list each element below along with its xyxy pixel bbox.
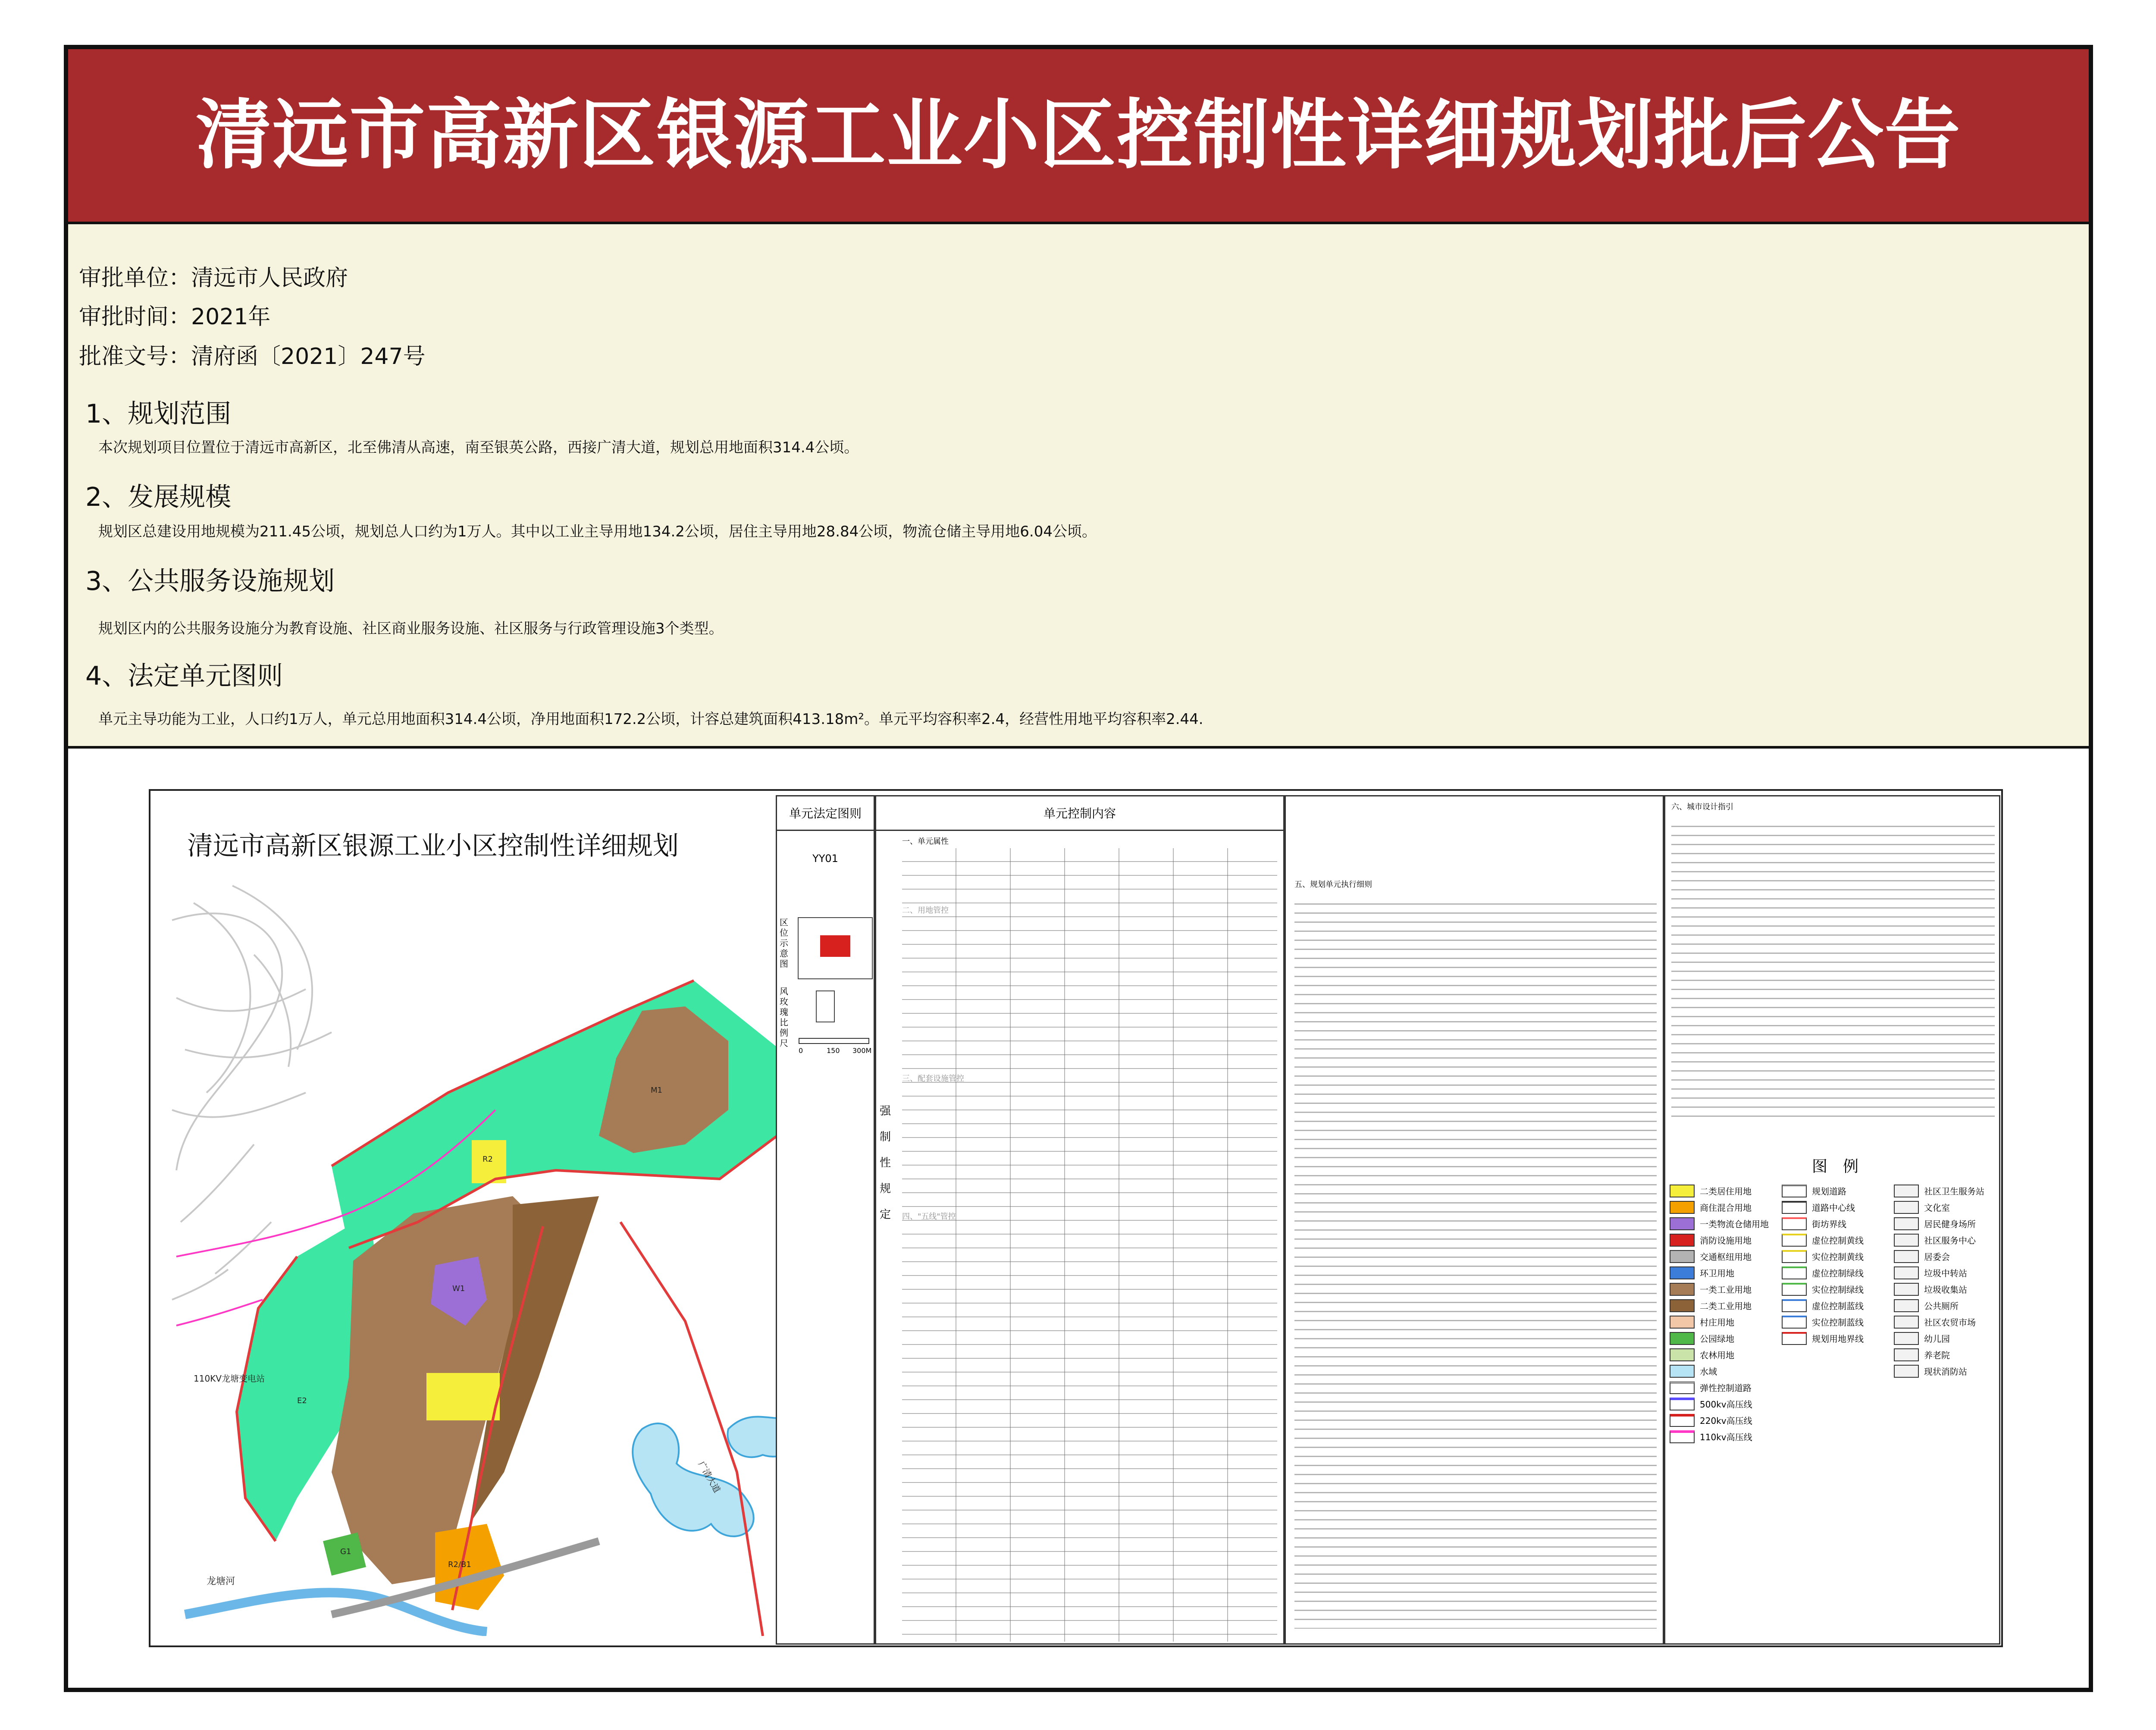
legend-item-line-swatch [1670,1414,1695,1427]
legend-item-facility-label: 现状消防站 [1924,1366,1967,1377]
legend-item-facility-swatch [1894,1348,1919,1361]
legend-item-control-line-label: 规划道路 [1812,1186,1846,1197]
legend-facilities [1894,1185,2002,1573]
legend-item-control-line-label: 实位控制绿线 [1812,1285,1864,1295]
legend-item-facility-swatch [1894,1299,1919,1312]
legend-item-control-line-swatch [1782,1201,1807,1214]
location-diagram [798,917,873,979]
legend-item-line-label: 弹性控制道路 [1700,1383,1752,1393]
section-text-scale: 规划区总建设用地规模为211.45公顷，规划总人口约为1万人。其中以工业主导用地134.2公顷，居住主导用地28.84公顷，物流仓储主导用地6.04公顷。 [98,523,1097,540]
notes-section-design: 六、城市设计指引 [1671,802,1733,812]
design-text-block [1671,818,1995,1120]
legend-control-lines [1782,1185,1890,1573]
map-label-r2b1: R2/B1 [448,1560,471,1569]
residential-parcel-mid [426,1373,500,1420]
legend-item-facility-label: 垃圾中转站 [1924,1268,1967,1279]
legend-item-landuse-label: 水域 [1700,1366,1717,1377]
legend-title: 图 例 [1812,1158,1859,1175]
legend-item-facility-label: 社区服务中心 [1924,1235,1976,1246]
section-heading-scale: 2、发展规模 [85,482,232,512]
unit-map-column [776,795,875,1645]
scale-bar [799,1038,869,1044]
map-label-substation: 110KV龙塘变电站 [194,1373,265,1384]
legend-item-landuse-label: 村庄用地 [1700,1317,1734,1328]
legend-item-landuse-swatch [1670,1266,1695,1279]
legend-item-facility-label: 居民健身场所 [1924,1219,1976,1229]
legend-item-landuse-label: 一类工业用地 [1700,1285,1752,1295]
legend-item-facility-swatch [1894,1365,1919,1378]
legend-item-line-label: 220kv高压线 [1700,1416,1752,1426]
legend-item-facility-swatch [1894,1316,1919,1329]
legend-item-facility-swatch [1894,1283,1919,1296]
legend-item-landuse-swatch [1670,1185,1695,1197]
legend-item-control-line-swatch [1782,1234,1807,1247]
legend-item-control-line-swatch [1782,1332,1807,1345]
legend-item-line-swatch [1670,1398,1695,1410]
legend-item-facility-label: 幼儿园 [1924,1334,1950,1344]
legend-item-landuse-swatch [1670,1250,1695,1263]
legend-item-facility-swatch [1894,1201,1919,1214]
section-heading-facilities: 3、公共服务设施规划 [85,566,335,596]
notice-info-panel [68,222,2089,749]
section-text-unit-plan: 单元主导功能为工业，人口约1万人，单元总用地面积314.4公顷，净用地面积172.2公顷，计容总建筑面积413.18m²。单元平均容积率2.4，经营性用地平均容积率2.44. [98,711,1203,728]
legend-item-landuse-swatch [1670,1332,1695,1345]
legend-item-landuse-swatch [1670,1283,1695,1296]
legend-item-control-line-swatch [1782,1217,1807,1230]
legend-item-landuse-label: 二类居住用地 [1700,1186,1752,1197]
legend-item-control-line-swatch [1782,1185,1807,1197]
legend-item-control-line-swatch [1782,1266,1807,1279]
mandatory-label: 强制性规定 [880,1105,891,1221]
legend-item-facility-swatch [1894,1250,1919,1263]
notes-column [1285,795,1664,1645]
title-banner [68,49,2089,222]
control-content-column [875,795,1285,1645]
plan-board [149,789,2003,1647]
legend-item-line-label: 110kv高压线 [1700,1432,1752,1442]
legend-item-facility-swatch [1894,1234,1919,1247]
legend-item-landuse-swatch [1670,1365,1695,1378]
map-label-river: 龙塘河 [207,1576,235,1587]
notes-section-rules: 五、规划单元执行细则 [1294,880,1372,889]
legend-item-facility-swatch [1894,1266,1919,1279]
legend-item-landuse-swatch [1670,1201,1695,1214]
scale-label-0: 0 [799,1047,803,1055]
legend-item-facility-label: 居委会 [1924,1252,1950,1262]
legend-item-facility-label: 养老院 [1924,1350,1950,1360]
legend-item-landuse-label: 商住混合用地 [1700,1203,1752,1213]
legend-item-facility-label: 社区卫生服务站 [1924,1186,1984,1197]
legend-item-control-line-swatch [1782,1283,1807,1296]
legend-item-control-line-label: 虚位控制蓝线 [1812,1301,1864,1311]
legend-item-control-line-label: 实位控制黄线 [1812,1252,1864,1262]
map-label-guangqing-avenue: 广清大道 [696,1459,723,1495]
scale-label-150: 150 [827,1047,840,1055]
table-section-unit-attributes: 一、单元属性 [902,837,949,846]
wind-rose-label: 风玫瑰比例尺 [780,986,788,1048]
control-content-header: 单元控制内容 [876,796,1283,831]
page-title: 清远市高新区银源工业小区控制性详细规划批后公告 [195,91,1961,179]
legend-item-control-line-label: 虚位控制绿线 [1812,1268,1864,1279]
design-legend-column [1664,795,2000,1645]
legend-item-landuse-label: 一类物流仓储用地 [1700,1219,1769,1229]
location-marker [820,935,850,957]
legend-item-control-line-label: 虚位控制黄线 [1812,1235,1864,1246]
legend-item-landuse-label: 二类工业用地 [1700,1301,1752,1311]
wind-rose-icon [816,990,835,1022]
legend-item-line-label: 500kv高压线 [1700,1399,1752,1410]
legend-item-facility-label: 公共厕所 [1924,1301,1959,1311]
legend-item-landuse-swatch [1670,1299,1695,1312]
board-title: 清远市高新区银源工业小区控制性详细规划 [187,831,679,861]
legend-item-facility-swatch [1894,1185,1919,1197]
legend-land-use [1670,1185,1777,1573]
section-heading-unit-plan: 4、法定单元图则 [85,661,283,691]
legend-item-landuse-swatch [1670,1348,1695,1361]
legend-item-facility-swatch [1894,1217,1919,1230]
map-label-w1: W1 [452,1284,465,1293]
legend-item-landuse-label: 交通枢纽用地 [1700,1252,1752,1262]
scale-label-300: 300M [852,1047,872,1055]
section-text-facilities: 规划区内的公共服务设施分为教育设施、社区商业服务设施、社区服务与行政管理设施3个类型。 [98,620,724,637]
legend-item-control-line-label: 道路中心线 [1812,1203,1855,1213]
legend-item-control-line-label: 规划用地界线 [1812,1334,1864,1344]
legend-item-line-swatch [1670,1430,1695,1443]
legend-item-facility-label: 文化室 [1924,1203,1950,1213]
section-heading-scope: 1、规划范围 [85,399,232,429]
legend-item-facility-swatch [1894,1332,1919,1345]
legend-item-landuse-label: 环卫用地 [1700,1268,1734,1279]
legend-item-landuse-label: 农林用地 [1700,1350,1734,1360]
approval-doc-number: 批准文号：清府函〔2021〕247号 [79,344,426,370]
map-label-e2: E2 [297,1396,307,1405]
legend-item-control-line-label: 街坊界线 [1812,1219,1846,1229]
legend-item-control-line-label: 实位控制蓝线 [1812,1317,1864,1328]
legend-item-landuse-swatch [1670,1217,1695,1230]
location-diagram-label: 区位示意图 [780,917,788,969]
legend-item-control-line-swatch [1782,1250,1807,1263]
legend-item-facility-label: 垃圾收集站 [1924,1285,1967,1295]
map-label-g1: G1 [340,1547,351,1556]
control-table-columns [902,848,1277,1642]
map-label-r2: R2 [483,1155,493,1164]
legend-item-landuse-label: 公园绿地 [1700,1334,1734,1344]
approval-unit: 审批单位：清远市人民政府 [79,265,348,291]
legend-item-landuse-swatch [1670,1234,1695,1247]
legend-item-line-swatch [1670,1381,1695,1394]
legend-item-facility-label: 社区农贸市场 [1924,1317,1976,1328]
notes-text-block [1294,896,1657,1629]
unit-map-header: 单元法定图则 [777,796,874,831]
legend-item-landuse-swatch [1670,1316,1695,1329]
legend-item-control-line-swatch [1782,1299,1807,1312]
approval-time: 审批时间：2021年 [79,304,271,330]
section-text-scope: 本次规划项目位置位于清远市高新区，北至佛清从高速，南至银英公路，西接广清大道，规划总用地面积314.4公顷。 [98,439,859,456]
legend-item-control-line-swatch [1782,1316,1807,1329]
unit-code: YY01 [812,852,838,865]
legend-item-landuse-label: 消防设施用地 [1700,1235,1752,1246]
map-label-m1: M1 [651,1086,662,1095]
